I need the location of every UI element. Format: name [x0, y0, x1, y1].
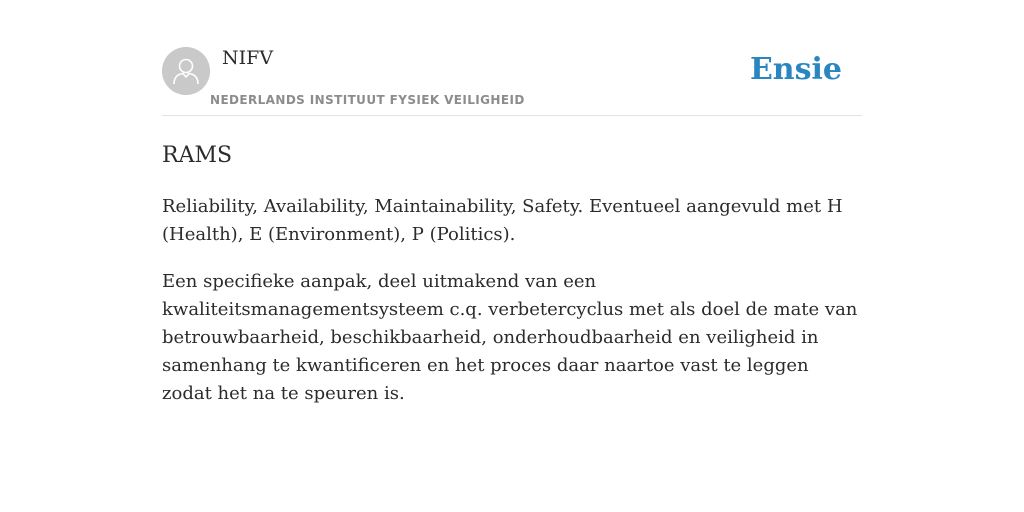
author-subtitle: NEDERLANDS INSTITUUT FYSIEK VEILIGHEID [210, 93, 525, 107]
definition-card [162, 46, 862, 408]
card-header [162, 46, 862, 116]
definition-paragraph: Reliability, Availability, Maintainability, Safety. Eventueel aangevuld met H (Health), E (Environment), P (Politics). [162, 196, 843, 245]
user-silhouette-icon [162, 47, 210, 95]
definition-paragraph: Een specifieke aanpak, deel uitmakend van een kwaliteitsmanagementsysteem c.q. verbetercyclus met als doel de mate van betrouwbaarheid, beschikbaarheid, onderhoudbaarheid en veiligheid in samenhang te kwantificeren en het proces daar naartoe vast te leggen zodat het na te speuren is. [162, 271, 858, 404]
author-name[interactable]: NIFV [222, 47, 274, 69]
avatar [162, 47, 210, 95]
brand-logo-link[interactable]: Ensie [749, 52, 842, 87]
term-title: RAMS [162, 143, 233, 168]
